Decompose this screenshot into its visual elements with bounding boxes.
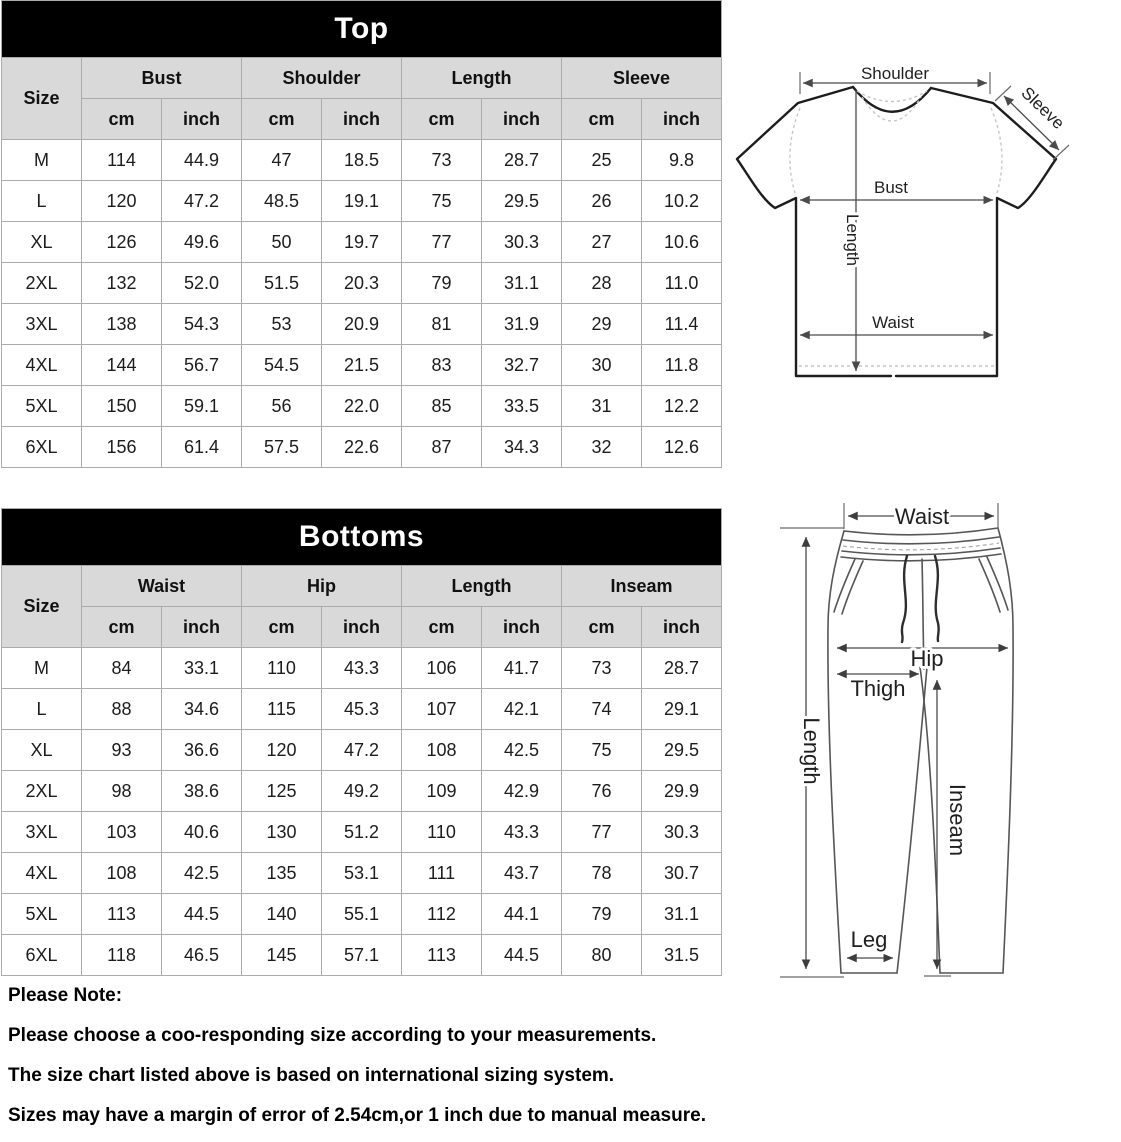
value-cell: 45.3 — [322, 689, 402, 730]
size-row — [2, 853, 722, 894]
value-cell: 76 — [562, 771, 642, 812]
unit-header: cm — [82, 99, 162, 140]
value-cell: 11.0 — [642, 263, 722, 304]
value-cell: 34.3 — [482, 427, 562, 468]
unit-header: inch — [482, 99, 562, 140]
shoulder-label: Shoulder — [860, 64, 930, 83]
sleeve-tick-top — [995, 86, 1011, 101]
value-cell: 31.1 — [642, 894, 722, 935]
value-cell: 11.4 — [642, 304, 722, 345]
waistband-stitch-line-2 — [842, 548, 1000, 555]
value-cell: 28 — [562, 263, 642, 304]
size-cell: L — [2, 181, 82, 222]
unit-header: inch — [482, 607, 562, 648]
value-cell: 30.3 — [642, 812, 722, 853]
bottoms-title-row — [2, 509, 722, 566]
value-cell: 10.2 — [642, 181, 722, 222]
size-column-header: Size — [2, 58, 82, 140]
value-cell: 51.2 — [322, 812, 402, 853]
size-cell: L — [2, 689, 82, 730]
value-cell: 42.1 — [482, 689, 562, 730]
value-cell: 130 — [242, 812, 322, 853]
size-column-header: Size — [2, 566, 82, 648]
value-cell: 80 — [562, 935, 642, 976]
collar-back-dashed-line — [857, 91, 927, 102]
value-cell: 108 — [402, 730, 482, 771]
size-row — [2, 935, 722, 976]
value-cell: 108 — [82, 853, 162, 894]
value-cell: 59.1 — [162, 386, 242, 427]
value-cell: 115 — [242, 689, 322, 730]
drawstring-right — [935, 556, 939, 641]
inseam-column-header: Inseam — [562, 566, 722, 607]
size-row — [2, 304, 722, 345]
value-cell: 52.0 — [162, 263, 242, 304]
value-cell: 20.9 — [322, 304, 402, 345]
waistband-top-edge — [844, 528, 998, 535]
value-cell: 22.0 — [322, 386, 402, 427]
size-cell: 3XL — [2, 304, 82, 345]
value-cell: 79 — [562, 894, 642, 935]
value-cell: 25 — [562, 140, 642, 181]
value-cell: 109 — [402, 771, 482, 812]
value-cell: 18.5 — [322, 140, 402, 181]
size-row — [2, 812, 722, 853]
bottoms-table-title: Bottoms — [2, 509, 722, 566]
value-cell: 47.2 — [162, 181, 242, 222]
note-line: The size chart listed above is based on international sizing system. — [8, 1065, 615, 1086]
value-cell: 32 — [562, 427, 642, 468]
value-cell: 12.6 — [642, 427, 722, 468]
value-cell: 49.6 — [162, 222, 242, 263]
value-cell: 73 — [402, 140, 482, 181]
drawstring-left — [902, 556, 907, 642]
length-column-header: Length — [402, 566, 562, 607]
size-row — [2, 648, 722, 689]
value-cell: 40.6 — [162, 812, 242, 853]
value-cell: 29.5 — [642, 730, 722, 771]
size-cell: 5XL — [2, 386, 82, 427]
value-cell: 11.8 — [642, 345, 722, 386]
note-line: Please choose a coo-responding size according to your measurements. — [8, 1025, 657, 1046]
value-cell: 73 — [562, 648, 642, 689]
top-table-body — [2, 140, 722, 468]
size-row — [2, 689, 722, 730]
collar-inner-dashed-line — [862, 97, 921, 121]
pants-diagram — [740, 495, 1121, 987]
value-cell: 132 — [82, 263, 162, 304]
unit-header: cm — [562, 99, 642, 140]
unit-header: inch — [322, 607, 402, 648]
notes-heading: Please Note: — [8, 985, 123, 1006]
value-cell: 9.8 — [642, 140, 722, 181]
pants-left-outer-seam — [828, 531, 844, 973]
value-cell: 29.5 — [482, 181, 562, 222]
size-notes — [8, 984, 768, 1142]
size-row — [2, 386, 722, 427]
value-cell: 47 — [242, 140, 322, 181]
value-cell: 43.7 — [482, 853, 562, 894]
value-cell: 51.5 — [242, 263, 322, 304]
value-cell: 30.7 — [642, 853, 722, 894]
value-cell: 42.5 — [482, 730, 562, 771]
value-cell: 150 — [82, 386, 162, 427]
value-cell: 50 — [242, 222, 322, 263]
bust-label: Bust — [873, 178, 909, 197]
value-cell: 42.5 — [162, 853, 242, 894]
value-cell: 44.5 — [482, 935, 562, 976]
size-row — [2, 263, 722, 304]
thigh-label: Thigh — [850, 676, 906, 701]
unit-header: inch — [642, 99, 722, 140]
value-cell: 111 — [402, 853, 482, 894]
pants-left-inseam — [897, 667, 927, 973]
value-cell: 34.6 — [162, 689, 242, 730]
bottoms-table-body — [2, 648, 722, 976]
waist-column-header: Waist — [82, 566, 242, 607]
size-cell: M — [2, 140, 82, 181]
bust-column-header: Bust — [82, 58, 242, 99]
value-cell: 61.4 — [162, 427, 242, 468]
value-cell: 30.3 — [482, 222, 562, 263]
value-cell: 29.1 — [642, 689, 722, 730]
value-cell: 135 — [242, 853, 322, 894]
size-cell: 3XL — [2, 812, 82, 853]
length-column-header: Length — [402, 58, 562, 99]
value-cell: 43.3 — [322, 648, 402, 689]
value-cell: 42.9 — [482, 771, 562, 812]
size-row — [2, 222, 722, 263]
length-label: Length — [843, 214, 862, 266]
pants-length-label: Length — [799, 717, 824, 785]
value-cell: 10.6 — [642, 222, 722, 263]
size-cell: 6XL — [2, 935, 82, 976]
size-cell: XL — [2, 730, 82, 771]
unit-header: inch — [322, 99, 402, 140]
unit-header: cm — [402, 99, 482, 140]
value-cell: 110 — [402, 812, 482, 853]
size-cell: M — [2, 648, 82, 689]
tshirt-waist-label: Waist — [872, 313, 914, 332]
sleeve-column-header: Sleeve — [562, 58, 722, 99]
value-cell: 32.7 — [482, 345, 562, 386]
size-row — [2, 427, 722, 468]
left-pocket-line-2 — [842, 561, 863, 614]
bottoms-size-table — [1, 508, 722, 976]
value-cell: 75 — [562, 730, 642, 771]
value-cell: 29.9 — [642, 771, 722, 812]
value-cell: 54.3 — [162, 304, 242, 345]
size-cell: 6XL — [2, 427, 82, 468]
hip-label: Hip — [910, 646, 944, 671]
value-cell: 26 — [562, 181, 642, 222]
unit-header: cm — [402, 607, 482, 648]
top-unit-header-row — [2, 99, 722, 140]
size-row — [2, 730, 722, 771]
value-cell: 44.5 — [162, 894, 242, 935]
value-cell: 44.1 — [482, 894, 562, 935]
bottoms-group-header-row — [2, 566, 722, 607]
value-cell: 20.3 — [322, 263, 402, 304]
value-cell: 118 — [82, 935, 162, 976]
size-row — [2, 181, 722, 222]
value-cell: 31.9 — [482, 304, 562, 345]
size-cell: 4XL — [2, 853, 82, 894]
leg-label: Leg — [850, 927, 888, 952]
unit-header: cm — [562, 607, 642, 648]
size-cell: 2XL — [2, 263, 82, 304]
value-cell: 120 — [82, 181, 162, 222]
value-cell: 19.1 — [322, 181, 402, 222]
value-cell: 46.5 — [162, 935, 242, 976]
value-cell: 12.2 — [642, 386, 722, 427]
value-cell: 126 — [82, 222, 162, 263]
pants-right-outer-seam — [998, 528, 1013, 973]
value-cell: 57.5 — [242, 427, 322, 468]
value-cell: 140 — [242, 894, 322, 935]
value-cell: 77 — [562, 812, 642, 853]
value-cell: 49.2 — [322, 771, 402, 812]
tshirt-outline-left — [737, 87, 891, 376]
size-cell: 5XL — [2, 894, 82, 935]
value-cell: 103 — [82, 812, 162, 853]
value-cell: 48.5 — [242, 181, 322, 222]
unit-header: cm — [82, 607, 162, 648]
value-cell: 31.1 — [482, 263, 562, 304]
value-cell: 156 — [82, 427, 162, 468]
tshirt-collar — [853, 87, 931, 112]
right-pocket-line-2 — [979, 559, 1000, 612]
value-cell: 55.1 — [322, 894, 402, 935]
unit-header: cm — [242, 607, 322, 648]
shoulder-column-header: Shoulder — [242, 58, 402, 99]
value-cell: 110 — [242, 648, 322, 689]
value-cell: 74 — [562, 689, 642, 730]
size-cell: XL — [2, 222, 82, 263]
value-cell: 93 — [82, 730, 162, 771]
size-row — [2, 345, 722, 386]
value-cell: 56.7 — [162, 345, 242, 386]
value-cell: 114 — [82, 140, 162, 181]
size-row — [2, 894, 722, 935]
value-cell: 47.2 — [322, 730, 402, 771]
value-cell: 31.5 — [642, 935, 722, 976]
value-cell: 113 — [402, 935, 482, 976]
value-cell: 53 — [242, 304, 322, 345]
value-cell: 77 — [402, 222, 482, 263]
value-cell: 79 — [402, 263, 482, 304]
right-armhole-dashed-line — [991, 108, 1002, 196]
value-cell: 28.7 — [482, 140, 562, 181]
note-line: Sizes may have a margin of error of 2.54cm,or 1 inch due to manual measure. — [8, 1105, 706, 1126]
value-cell: 29 — [562, 304, 642, 345]
value-cell: 43.3 — [482, 812, 562, 853]
value-cell: 56 — [242, 386, 322, 427]
value-cell: 125 — [242, 771, 322, 812]
value-cell: 31 — [562, 386, 642, 427]
value-cell: 75 — [402, 181, 482, 222]
value-cell: 78 — [562, 853, 642, 894]
top-title-row — [2, 1, 722, 58]
value-cell: 27 — [562, 222, 642, 263]
value-cell: 57.1 — [322, 935, 402, 976]
value-cell: 87 — [402, 427, 482, 468]
value-cell: 81 — [402, 304, 482, 345]
value-cell: 28.7 — [642, 648, 722, 689]
size-cell: 4XL — [2, 345, 82, 386]
bottoms-unit-header-row — [2, 607, 722, 648]
inseam-label: Inseam — [945, 783, 970, 857]
value-cell: 138 — [82, 304, 162, 345]
value-cell: 30 — [562, 345, 642, 386]
value-cell: 85 — [402, 386, 482, 427]
tshirt-diagram — [720, 50, 1120, 402]
value-cell: 144 — [82, 345, 162, 386]
value-cell: 113 — [82, 894, 162, 935]
top-size-table — [1, 0, 722, 468]
pants-waist-label: Waist — [894, 504, 950, 529]
value-cell: 21.5 — [322, 345, 402, 386]
value-cell: 22.6 — [322, 427, 402, 468]
value-cell: 41.7 — [482, 648, 562, 689]
value-cell: 106 — [402, 648, 482, 689]
left-armhole-dashed-line — [790, 108, 800, 196]
unit-header: inch — [642, 607, 722, 648]
unit-header: inch — [162, 607, 242, 648]
value-cell: 44.9 — [162, 140, 242, 181]
value-cell: 19.7 — [322, 222, 402, 263]
value-cell: 112 — [402, 894, 482, 935]
value-cell: 107 — [402, 689, 482, 730]
value-cell: 38.6 — [162, 771, 242, 812]
value-cell: 33.5 — [482, 386, 562, 427]
tshirt-outline-right — [896, 88, 1056, 376]
top-table-title: Top — [2, 1, 722, 58]
value-cell: 36.6 — [162, 730, 242, 771]
size-row — [2, 771, 722, 812]
value-cell: 120 — [242, 730, 322, 771]
unit-header: cm — [242, 99, 322, 140]
size-cell: 2XL — [2, 771, 82, 812]
value-cell: 54.5 — [242, 345, 322, 386]
top-group-header-row — [2, 58, 722, 99]
size-row — [2, 140, 722, 181]
value-cell: 88 — [82, 689, 162, 730]
waistband-stitch-line-1 — [843, 537, 999, 544]
value-cell: 98 — [82, 771, 162, 812]
hip-column-header: Hip — [242, 566, 402, 607]
value-cell: 84 — [82, 648, 162, 689]
unit-header: inch — [162, 99, 242, 140]
value-cell: 33.1 — [162, 648, 242, 689]
value-cell: 145 — [242, 935, 322, 976]
value-cell: 83 — [402, 345, 482, 386]
sleeve-label: Sleeve — [1017, 83, 1069, 133]
value-cell: 53.1 — [322, 853, 402, 894]
